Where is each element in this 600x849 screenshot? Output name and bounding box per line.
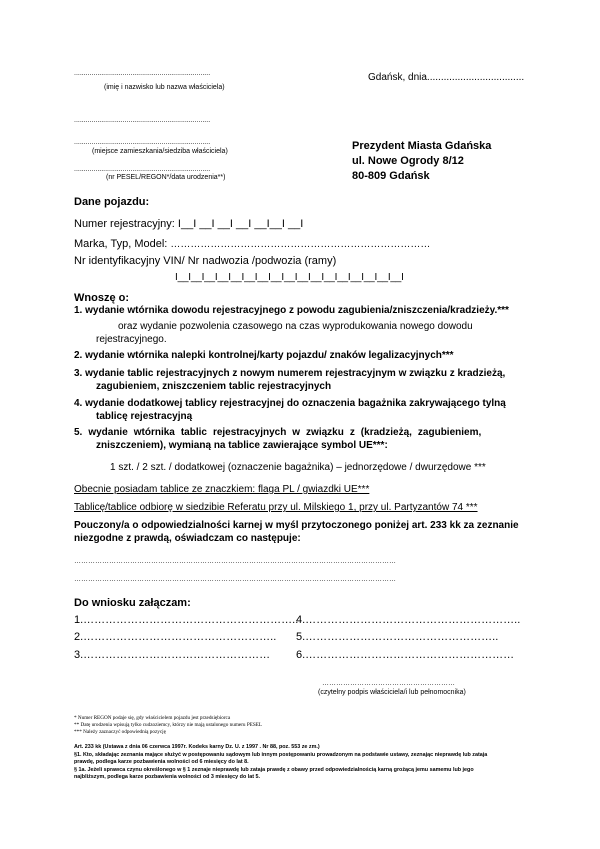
vehicle-section-title: Dane pojazdu: (74, 196, 150, 208)
attachments-title: Do wniosku załączam: (74, 597, 191, 609)
request-item-1[interactable]: 1. wydanie wtórnika dowodu rejestracyjnego z powodu zagubienia/zniszczenia/kradzieży.*** (74, 305, 509, 316)
legal-par1-line2: prawdę, podlega karze pozbawienia wolności od 6 miesięcy do lat 8. (74, 759, 249, 765)
attachment-line-1[interactable]: 1.………………………………………………….. (74, 614, 299, 626)
request-item-4-a[interactable]: 4. wydanie dodatkowej tablicy rejestracyjnej do oznaczenia bagażnika zakrywającego tylną (74, 398, 506, 409)
attachment-line-3[interactable]: 3.…………………………………………… (74, 649, 271, 661)
request-item-4-b: tablicę rejestracyjną (96, 411, 193, 422)
statement-text-a: Pouczony/a o odpowiedzialności karnej w myśl przytoczonego poniżej art. 233 kk za zeznanie (74, 520, 519, 531)
request-item-3-a[interactable]: 3. wydanie tablic rejestracyjnych z nowym numerem rejestracyjnym w związku z kradzieżą, (74, 368, 506, 379)
pickup-location[interactable]: Tablicę/tablice odbiorę w siedzibie Referatu przy ul. Milskiego 1, przy ul. Partyzantów 74 *** (74, 502, 478, 513)
current-plates[interactable]: Obecnie posiadam tablice ze znaczkiem: flaga PL / gwiazdki UE*** (74, 484, 370, 495)
attachment-line-4[interactable]: 4.………………………………………………….. (296, 614, 521, 626)
recipient-postcode: 80-809 Gdańsk (352, 170, 430, 182)
footnote-regon: * Numer REGON podaje się, gdy właścicielem pojazdu jest przedsiębiorca (74, 715, 231, 721)
plate-options[interactable]: 1 szt. / 2 szt. / dodatkowej (oznaczenie bagażnika) – jednorzędowe / dwurzędowe *** (110, 462, 486, 473)
owner-name-caption: (imię i nazwisko lub nazwa właściciela) (104, 84, 225, 91)
make-model-text: Marka, Typ, Model: (74, 238, 171, 250)
legal-par1a-line2: najbliższym, podlega karze pozbawienia wolności od 3 miesięcy do lat 5. (74, 774, 261, 780)
pesel-dots[interactable]: ...................................................................... (74, 166, 211, 173)
request-item-3-b: zagubieniem, zniszczeniem tablic rejestracyjnych (96, 381, 332, 392)
legal-par1a-line1: § 1a. Jeżeli sprawca czynu określonego w § 1 zeznaje nieprawdę lub zataja prawdę z obawy przed odpowiedzialnością karną grożącą jemu samemu lub jego (74, 767, 474, 773)
owner-name-dots[interactable]: ...................................................................... (74, 70, 211, 77)
attachment-line-2[interactable]: 2.…………………………………………….. (74, 631, 277, 643)
footnote-select: *** Należy zaznaczyć odpowiednią pozycję (74, 729, 166, 735)
statement-line-1[interactable]: ………………………………………………………………………………………………………………………… (74, 558, 396, 565)
request-item-1-sub-b: rejestracyjnego. (96, 334, 167, 345)
make-model-label[interactable] (74, 238, 430, 250)
statement-line-2[interactable]: ………………………………………………………………………………………………………………………… (74, 576, 396, 583)
attachment-line-6[interactable]: 6.………………………………………………… (296, 649, 515, 661)
pesel-caption: (nr PESEL/REGON*/data urodzenia**) (106, 174, 226, 181)
vin-label: Nr identyfikacyjny VIN/ Nr nadwozia /podwozia (ramy) (74, 255, 337, 267)
legal-par1-line1: §1. Kto, składając zeznania mające służyć w postępowaniu sądowym lub innym postępowaniu prowadzonym na podstawie ustawy, zeznając nieprawdę lub zataja (74, 752, 488, 758)
request-item-1-sub-a: oraz wydanie pozwolenia czasowego na czas wyprodukowania nowego dowodu (118, 321, 473, 332)
address-dots-1[interactable]: ...................................................................... (74, 117, 211, 124)
statement-text-b: niezgodne z prawdą, oświadczam co następuje: (74, 533, 301, 544)
request-item-5-a[interactable]: 5. wydanie wtórnika tablic rejestracyjnych w związku z (kradzieżą, zagubieniem, (74, 427, 482, 438)
request-section-title: Wnoszę o: (74, 292, 129, 304)
registration-number-field[interactable]: Numer rejestracyjny: I__I __I __I __I __I__I __I (74, 218, 304, 230)
recipient-street: ul. Nowe Ogrody 8/12 (352, 155, 464, 167)
make-model-dots: …………………………………………………………………… (170, 239, 431, 250)
address-dots-2[interactable]: ...................................................................... (74, 139, 211, 146)
signature-dots[interactable]: ………………………………………………… (322, 680, 455, 687)
vin-boxes[interactable]: I__I__I__I__I__I__I__I__I__I__I__I__I__I__I__I__I__I (175, 272, 404, 283)
signature-caption: (czytelny podpis właściciela/i lub pełnomocnika) (318, 689, 466, 696)
request-item-5-b: zniszczeniem), wymianą na tablice zawierające symbol UE***: (96, 440, 388, 451)
request-item-2[interactable]: 2. wydanie wtórnika nalepki kontrolnej/karty pojazdu/ znaków legalizacyjnych*** (74, 350, 454, 361)
recipient-name: Prezydent Miasta Gdańska (352, 140, 492, 152)
attachment-line-5[interactable]: 5.…………………………………………….. (296, 631, 499, 643)
address-caption: (miejsce zamieszkania/siedziba właściciela) (92, 148, 228, 155)
footnote-birthdate: ** Datę urodzenia wpisują tylko cudzoziemcy, którzy nie mają ustalonego numeru PESEL (74, 722, 263, 728)
city-date[interactable]: Gdańsk, dnia................................... (368, 72, 525, 83)
legal-article-title: Art. 233 kk (Ustawa z dnia 06 czerwca 1997r. Kodeks karny Dz. U. z 1997 . Nr 88, poz. 553 ze zm.) (74, 744, 320, 750)
